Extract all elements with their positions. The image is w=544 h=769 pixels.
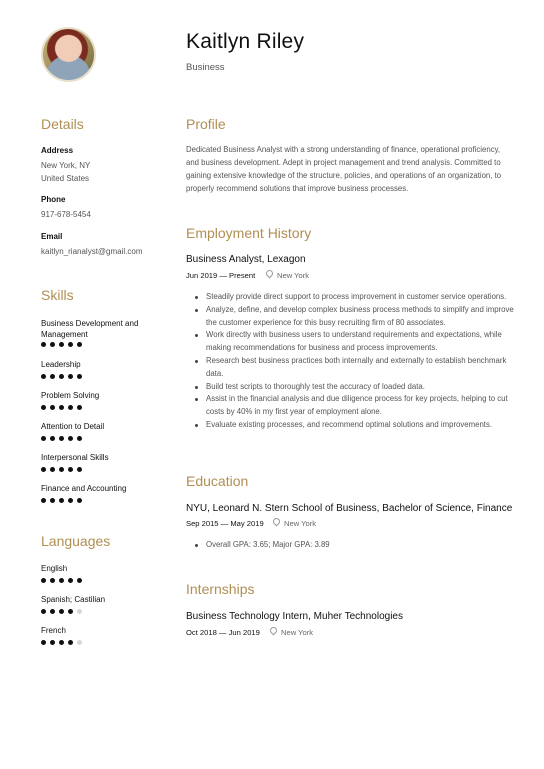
- list-item: Analyze, define, and develop complex business process methods to simplify and improve the customer experience for this busy recruiting firm of 80 associates.: [206, 304, 524, 330]
- rating-dot-filled: [77, 498, 82, 503]
- rating-dot-filled: [41, 609, 46, 614]
- language-level: [41, 640, 82, 645]
- rating-dot-filled: [50, 609, 55, 614]
- list-item: Research best business practices both internally and externally to establish benchmark data.: [206, 355, 524, 381]
- rating-dot-filled: [50, 467, 55, 472]
- rating-dot-filled: [68, 342, 73, 347]
- rating-dot-filled: [59, 405, 64, 410]
- skill-name: Problem Solving: [41, 391, 100, 400]
- job-location-text: New York: [277, 271, 310, 280]
- internship-title: Business Technology Intern, Muher Technologies: [186, 611, 403, 622]
- rating-dot-filled: [68, 640, 73, 645]
- job-bullets: [206, 291, 524, 432]
- rating-dot-filled: [41, 640, 46, 645]
- address-label: Address: [41, 146, 74, 155]
- job-location: [266, 271, 309, 280]
- email-value: kaitlyn_rianalyst@gmail.com: [41, 247, 143, 256]
- language-name: French: [41, 626, 66, 635]
- language-level: [41, 578, 82, 583]
- education-heading: Education: [186, 473, 249, 489]
- languages-heading: Languages: [41, 533, 111, 549]
- skill-level: [41, 342, 82, 347]
- profile-heading: Profile: [186, 116, 226, 132]
- language-name: Spanish; Castilian: [41, 595, 106, 604]
- rating-dot-filled: [68, 498, 73, 503]
- rating-dot-filled: [41, 436, 46, 441]
- rating-dot-filled: [59, 374, 64, 379]
- rating-dot-filled: [68, 467, 73, 472]
- details-heading: Details: [41, 116, 84, 132]
- rating-dot-filled: [41, 578, 46, 583]
- candidate-title: Business: [186, 62, 225, 73]
- rating-dot-filled: [59, 640, 64, 645]
- skill-level: [41, 405, 82, 410]
- list-item: Build test scripts to thoroughly test the accuracy of loaded data.: [206, 381, 524, 394]
- language-name: English: [41, 564, 68, 573]
- skill-name: Leadership: [41, 360, 81, 369]
- rating-dot-filled: [50, 436, 55, 441]
- rating-dot-filled: [59, 342, 64, 347]
- job-dates: Jun 2019 — Present: [186, 271, 256, 280]
- rating-dot-filled: [59, 609, 64, 614]
- location-pin-icon: [265, 269, 275, 279]
- avatar: [41, 27, 96, 82]
- rating-dot-filled: [68, 578, 73, 583]
- job-title: Business Analyst, Lexagon: [186, 254, 306, 265]
- skill-name: Interpersonal Skills: [41, 453, 109, 462]
- rating-dot-filled: [41, 498, 46, 503]
- skills-heading: Skills: [41, 287, 74, 303]
- address-line1: New York, NY: [41, 161, 91, 170]
- skill-level: [41, 436, 82, 441]
- rating-dot-filled: [77, 467, 82, 472]
- rating-dot-empty: [77, 609, 82, 614]
- list-item: Evaluate existing processes, and recommend optimal solutions and improvements.: [206, 419, 524, 432]
- employment-heading: Employment History: [186, 225, 312, 241]
- list-item: Overall GPA: 3.65; Major GPA: 3.89: [206, 539, 524, 552]
- language-level: [41, 609, 82, 614]
- skill-level: [41, 374, 82, 379]
- phone-value: 917-678-5454: [41, 210, 91, 219]
- rating-dot-filled: [41, 405, 46, 410]
- education-dates: Sep 2015 — May 2019: [186, 519, 264, 528]
- skill-name: Business Development and Management: [41, 319, 139, 339]
- rating-dot-filled: [68, 405, 73, 410]
- internship-location: [270, 628, 313, 637]
- location-pin-icon: [272, 517, 282, 527]
- list-item: Work directly with business users to understand requirements and expectations, while making recommendations for business and process improvements.: [206, 329, 524, 355]
- skill-name: Finance and Accounting: [41, 484, 127, 493]
- rating-dot-filled: [77, 374, 82, 379]
- education-title: NYU, Leonard N. Stern School of Business, Bachelor of Science, Finance: [186, 503, 513, 514]
- rating-dot-filled: [50, 374, 55, 379]
- internship-dates: Oct 2018 — Jun 2019: [186, 628, 260, 637]
- location-pin-icon: [269, 626, 279, 636]
- rating-dot-filled: [77, 342, 82, 347]
- rating-dot-filled: [41, 342, 46, 347]
- skill-name: Attention to Detail: [41, 422, 105, 431]
- phone-label: Phone: [41, 195, 66, 204]
- email-label: Email: [41, 232, 63, 241]
- rating-dot-filled: [50, 498, 55, 503]
- rating-dot-filled: [77, 436, 82, 441]
- rating-dot-filled: [77, 405, 82, 410]
- internship-location-text: New York: [281, 628, 314, 637]
- rating-dot-filled: [59, 467, 64, 472]
- rating-dot-filled: [50, 578, 55, 583]
- rating-dot-filled: [77, 578, 82, 583]
- rating-dot-filled: [50, 640, 55, 645]
- rating-dot-filled: [50, 405, 55, 410]
- rating-dot-empty: [77, 640, 82, 645]
- rating-dot-filled: [41, 374, 46, 379]
- skill-level: [41, 498, 82, 503]
- rating-dot-filled: [41, 467, 46, 472]
- list-item: Steadily provide direct support to process improvement in customer service operations.: [206, 291, 524, 304]
- profile-summary: Dedicated Business Analyst with a strong understanding of finance, operational proficiency, and business development. Adept in project management and trend analysis. Committed to gaining extensive knowledge of the structure, policies, and operations of an organization, to properly recommend solutions that improve business processes.: [186, 145, 502, 193]
- rating-dot-filled: [59, 436, 64, 441]
- rating-dot-filled: [68, 609, 73, 614]
- rating-dot-filled: [59, 498, 64, 503]
- rating-dot-filled: [50, 342, 55, 347]
- education-location-text: New York: [284, 519, 317, 528]
- list-item: Assist in the financial analysis and due diligence process for key projects, helping to cut costs by 40% in my first year of employment alone.: [206, 393, 524, 419]
- rating-dot-filled: [68, 374, 73, 379]
- education-location: [273, 519, 316, 528]
- internships-heading: Internships: [186, 581, 255, 597]
- rating-dot-filled: [59, 578, 64, 583]
- skill-level: [41, 467, 82, 472]
- rating-dot-filled: [68, 436, 73, 441]
- address-line2: United States: [41, 174, 90, 183]
- education-bullets: [206, 539, 524, 552]
- candidate-name: Kaitlyn Riley: [186, 30, 305, 53]
